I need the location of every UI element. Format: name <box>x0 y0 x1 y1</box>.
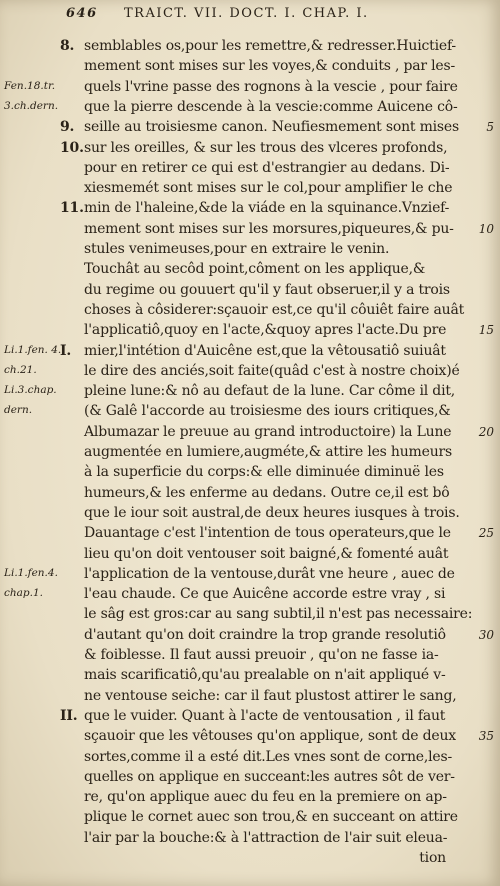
line-number: 5 <box>486 120 494 135</box>
line-text: & foiblesse. Il faut aussi preuoir , qu'on ne fasse ia- <box>84 647 439 663</box>
line-text: le sâg est gros:car au sang subtil,il n'est pas necessaire: <box>84 606 473 623</box>
line-number: 35 <box>478 729 494 744</box>
line-text: pleine lune:& nô au defaut de la lune. Car côme il dit, <box>84 383 456 400</box>
text-line <box>84 97 476 117</box>
running-title: TRAICT. VII. DOCT. I. CHAP. I. <box>124 6 369 21</box>
line-text: l'application de la ventouse,durât vne heure , auec de <box>84 565 455 582</box>
text-line <box>84 178 476 198</box>
line-text: humeurs,& les enferme au dedans. Outre ce,il est bô <box>84 484 450 501</box>
line-text: pour en retirer ce qui est d'estrangier au dedans. Di- <box>84 159 450 176</box>
text-line <box>84 686 476 706</box>
paragraph-number: 10. <box>60 139 84 156</box>
line-text: l'applicatiô,quoy en l'acte,&quoy apres l'acte.Du pre <box>84 322 447 339</box>
text-line <box>84 503 476 523</box>
text-line <box>84 462 476 482</box>
paragraph-number: II. <box>60 707 78 724</box>
margin-citation: Li.1.fen.4. <box>4 566 58 579</box>
text-line <box>84 625 476 645</box>
text-line <box>84 747 476 767</box>
line-text: l'eau chaude. Ce que Auicêne accorde estre vray , si <box>84 586 446 603</box>
line-text: sçauoir que les vêtouses qu'on applique, sont de deux <box>84 728 456 745</box>
text-line <box>84 848 476 868</box>
margin-citation: dern. <box>4 404 33 417</box>
text-line <box>84 807 476 827</box>
line-number: 25 <box>478 526 494 541</box>
line-text: du regime ou gouuert qu'il y faut obseruer,il y a trois <box>84 281 450 298</box>
text-line <box>60 341 476 361</box>
line-text: sur les oreilles, & sur les trous des vlceres profonds, <box>84 139 448 156</box>
text-line <box>84 645 476 665</box>
line-text: seille au troisiesme canon. Neufiesmement sont mises <box>84 119 459 136</box>
margin-citation: 3.ch.dern. <box>4 99 59 112</box>
text-line <box>84 280 476 300</box>
margin-citation: ch.21. <box>4 363 37 376</box>
line-text: d'autant qu'on doit craindre la trop grande resolutiô <box>84 626 446 643</box>
text-line <box>84 442 476 462</box>
line-text: Albumazar le preuue au grand introductoire) la Lune <box>84 423 452 440</box>
text-line <box>84 320 476 340</box>
line-text: sortes,comme il a esté dit.Les vnes sont de corne,les- <box>84 748 453 765</box>
paragraph-number: 9. <box>60 119 75 136</box>
line-text: augmentée en lumiere,augméte,& attire les humeurs <box>84 444 453 460</box>
paragraph-number: 11. <box>60 200 84 217</box>
line-text: semblables os,pour les remettre,& redresser.Huictief- <box>84 38 456 54</box>
text-line <box>84 300 476 320</box>
line-number: 15 <box>478 323 494 338</box>
line-text: à la superficie du corps:& elle diminuée diminuë les <box>84 464 444 481</box>
text-line <box>84 523 476 543</box>
line-text: xiesmemét sont mises sur le col,pour amplifier le che <box>84 180 453 197</box>
text-line <box>60 138 476 158</box>
text-line <box>84 564 476 584</box>
text-line <box>84 604 476 624</box>
text-line <box>84 361 476 381</box>
line-text: quels l'vrine passe des rognons à la vescie , pour faire <box>84 78 458 95</box>
margin-citation: Fen.18.tr. <box>4 79 56 92</box>
text-line <box>84 584 476 604</box>
line-text: re, qu'on applique auec du feu en la premiere on ap- <box>84 789 447 806</box>
line-text: Touchât au secôd point,côment on les applique,& <box>84 261 426 278</box>
margin-citation: Li.3.chap. <box>4 384 57 397</box>
text-line <box>84 787 476 807</box>
page-number: 646 <box>66 6 98 21</box>
line-number: 20 <box>478 424 494 439</box>
line-text: l'air par la bouche:& à l'attraction de l'air suit eleua- <box>84 829 448 846</box>
line-text: tion <box>419 850 446 866</box>
text-line <box>84 544 476 564</box>
margin-citation: chap.1. <box>4 587 43 600</box>
text-line <box>60 198 476 218</box>
paragraph-number: 8. <box>60 38 75 54</box>
line-text: mier,l'intétion d'Auicêne est,que la vêtousatiô suiuât <box>84 342 446 359</box>
paragraph-number: I. <box>60 342 72 359</box>
text-line <box>84 828 476 848</box>
line-text: mement sont mises sur les morsures,piqueures,& pu- <box>84 220 454 237</box>
text-line <box>60 706 476 726</box>
line-text: que le iour soit austral,de deux heures iusques à trois. <box>84 504 460 521</box>
line-text: plique le cornet auec son trou,& en succeant on attire <box>84 809 458 826</box>
margin-citation: Li.1.fen. 4. <box>4 343 62 356</box>
line-number: 10 <box>478 221 494 236</box>
line-number: 30 <box>478 627 494 642</box>
line-text: mement sont mises sur les voyes,& conduits , par les- <box>84 58 456 75</box>
text-line <box>60 117 476 137</box>
text-line <box>84 767 476 787</box>
line-text: choses à côsiderer:sçauoir est,ce qu'il côuiêt faire auât <box>84 301 465 318</box>
text-line <box>84 422 476 442</box>
text-line <box>84 381 476 401</box>
line-text: mais scarificatiô,qu'au prealable on n'ait appliqué v- <box>84 667 446 684</box>
text-line <box>84 483 476 503</box>
line-text: quelles on applique en succeant:les autres sôt de ver- <box>84 768 455 785</box>
line-text: que la pierre descende à la vescie:comme Auicene cô- <box>84 98 458 115</box>
text-line <box>84 239 476 259</box>
text-line <box>84 77 476 97</box>
line-text: Dauantage c'est l'intention de tous operateurs,que le <box>84 525 451 542</box>
line-text: que le vuider. Quant à l'acte de ventousation , il faut <box>84 707 446 724</box>
line-text: le dire des anciés,soit faite(quâd c'est à nostre choix)é <box>84 362 460 379</box>
page-header <box>66 6 460 24</box>
line-text: ne ventouse seiche: car il faut plustost attirer le sang, <box>84 687 457 704</box>
text-line <box>84 158 476 178</box>
line-text: lieu qu'on doit ventouser soit baigné,& fomenté auât <box>84 545 449 562</box>
text-line <box>84 56 476 76</box>
text-line <box>60 36 476 56</box>
text-line <box>84 259 476 279</box>
line-text: min de l'haleine,&de la viáde en la squinance.Vnzief- <box>84 200 450 217</box>
line-text: stules venimeuses,pour en extraire le venin. <box>84 241 390 257</box>
text-line <box>84 401 476 421</box>
line-text: (& Galê l'accorde au troisiesme des iours critiques,& <box>84 403 451 420</box>
text-line <box>84 726 476 746</box>
text-line <box>84 665 476 685</box>
text-line <box>84 219 476 239</box>
